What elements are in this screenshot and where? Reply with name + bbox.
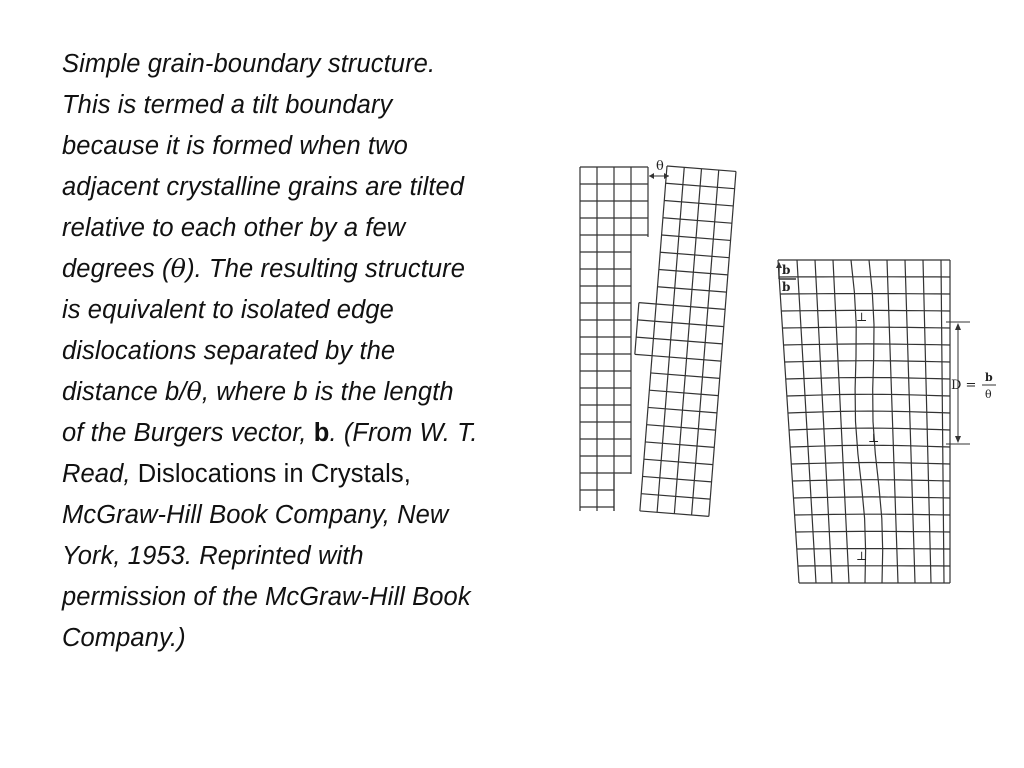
caption-line: permission of the McGraw-Hill Book bbox=[62, 583, 471, 611]
lattice-line bbox=[709, 171, 736, 516]
tilt-boundary-diagram bbox=[570, 150, 1010, 600]
burgers-b-label: b bbox=[782, 263, 791, 277]
burgers-b-label: b bbox=[782, 280, 791, 294]
caption-line: distance b/θ, where b is the length bbox=[62, 377, 454, 407]
lattice-line bbox=[635, 303, 639, 355]
caption-line: Read, Dislocations in Crystals, bbox=[62, 460, 411, 488]
caption-line: degrees (θ). The resulting structure bbox=[62, 254, 466, 284]
lattice-line bbox=[638, 320, 655, 321]
left-grain-lattice bbox=[580, 167, 648, 511]
lattice-line bbox=[636, 337, 653, 338]
lattice-line bbox=[851, 260, 866, 583]
lattice-line bbox=[794, 497, 951, 498]
caption-line: is equivalent to isolated edge bbox=[62, 296, 394, 324]
caption-line: York, 1953. Reprinted with bbox=[62, 542, 364, 570]
theta-symbol: θ bbox=[186, 377, 202, 407]
spacing-label: D = bbox=[951, 378, 977, 393]
lattice-line bbox=[795, 514, 950, 515]
lattice-line bbox=[815, 260, 832, 583]
lattice-line bbox=[778, 260, 799, 583]
theta-angle-marker bbox=[649, 159, 669, 179]
caption-line: adjacent crystalline grains are tilted bbox=[62, 173, 465, 201]
lattice-line bbox=[791, 463, 950, 465]
lattice-line bbox=[887, 260, 898, 583]
burgers-vector-symbol: b bbox=[313, 419, 330, 447]
lattice-line bbox=[787, 394, 950, 396]
caption-line: Simple grain-boundary structure. bbox=[62, 50, 436, 78]
lattice-line bbox=[692, 170, 719, 515]
tilted-grain-lattice bbox=[635, 166, 736, 516]
edge-dislocation-symbol: ⊥ bbox=[868, 431, 880, 445]
caption-line: because it is formed when two bbox=[62, 132, 408, 160]
caption-line: of the Burgers vector, b. (From W. T. bbox=[62, 419, 478, 447]
edge-dislocation-symbol: ⊥ bbox=[856, 310, 868, 324]
lattice-line bbox=[790, 445, 950, 447]
theta-label: θ bbox=[656, 159, 664, 174]
boundary-lattice bbox=[778, 260, 950, 583]
burgers-vector-marker bbox=[776, 262, 796, 294]
lattice-line bbox=[869, 260, 883, 583]
caption-line: McGraw-Hill Book Company, New bbox=[62, 501, 449, 529]
spacing-numerator: b bbox=[985, 371, 993, 384]
lattice-line bbox=[792, 480, 950, 481]
dislocation-spacing-marker bbox=[946, 322, 996, 444]
theta-symbol: θ bbox=[170, 254, 187, 284]
lattice-line bbox=[905, 260, 915, 583]
lattice-line bbox=[796, 531, 950, 532]
lattice-line bbox=[941, 260, 944, 583]
lattice-line bbox=[923, 260, 931, 583]
edge-dislocation-symbols bbox=[856, 310, 879, 563]
book-title: Dislocations in Crystals, bbox=[137, 460, 411, 488]
spacing-denominator: θ bbox=[985, 388, 992, 401]
lattice-line bbox=[833, 260, 849, 583]
caption-line: relative to each other by a few bbox=[62, 214, 406, 242]
lattice-line bbox=[674, 169, 701, 514]
edge-dislocation-symbol: ⊥ bbox=[856, 549, 868, 563]
lattice-line bbox=[797, 260, 816, 583]
lattice-line bbox=[789, 428, 950, 430]
lattice-line bbox=[657, 167, 684, 512]
caption-line: Company.) bbox=[62, 624, 186, 652]
tilt-boundary-figure bbox=[570, 150, 1010, 600]
figure-caption bbox=[62, 44, 572, 659]
lattice-line bbox=[635, 354, 652, 355]
caption-line: dislocations separated by the bbox=[62, 337, 396, 365]
lattice-line bbox=[788, 411, 950, 413]
lattice-line bbox=[639, 303, 656, 304]
caption-line: This is termed a tilt boundary bbox=[62, 91, 393, 119]
